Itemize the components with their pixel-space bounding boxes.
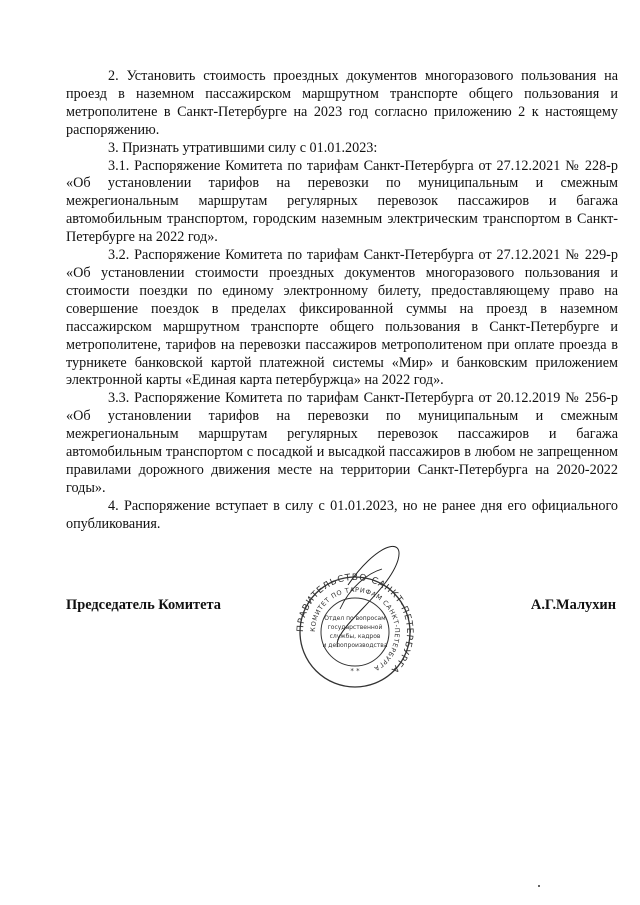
paragraph-3-1: 3.1. Распоряжение Комитета по тарифам Санкт-Петербурга от 27.12.2021 № 228-р «Об установлении тарифов на перевозки по муниципальным и смежным межрегиональным маршрутам регулярных перевозок пассажиров и багажа автомобильным транспортом, городским наземным электрическим транспортом в Санкт-Петербурге на 2022 год». <box>66 157 618 246</box>
signatory-title: Председатель Комитета <box>66 597 221 613</box>
page-mark <box>538 885 540 887</box>
paragraph-3-2: 3.2. Распоряжение Комитета по тарифам Санкт-Петербурга от 27.12.2021 № 229-р «Об установлении стоимости проездных документов многоразового пользования и стоимости поездки по единому электронному билету, предоставляющему право на совершение поездок в пределах фиксированной суммы на проезд в наземном пассажирском маршрутном транспорте общего пользования в Санкт-Петербурге и метрополитене, тарифов на перевозки пассажиров метрополитеном при оплате проезда в турникете банковской картой платежной системы «Мир» и банковским приложением электронной карты «Единая карта петербуржца» на 2022 год». <box>66 247 618 389</box>
seal-center-line-2: государственной <box>327 624 383 631</box>
paragraph-4: 4. Распоряжение вступает в силу с 01.01.2023, но не ранее дня его официального опубликования. <box>66 497 618 532</box>
seal-star-icon: * * <box>350 667 360 675</box>
seal-stamp-icon <box>280 525 430 690</box>
seal-center-line-1: Отдел по вопросам <box>324 615 386 622</box>
paragraph-3-3: 3.3. Распоряжение Комитета по тарифам Санкт-Петербурга от 20.12.2019 № 256-р «Об установлении тарифов на перевозки по муниципальным и смежным межрегиональным маршрутам регулярных перевозок пассажиров и багажа автомобильным транспортом с посадкой и высадкой пассажиров в любом не запрещенном правилами дорожного движения месте на территории Санкт-Петербурга на 2020-2022 годы». <box>66 390 618 496</box>
seal-inner-text: КОМИТЕТ ПО ТАРИФАМ САНКТ-ПЕТЕРБУРГА <box>308 585 402 673</box>
official-seal <box>280 525 430 690</box>
document-body <box>66 68 618 534</box>
paragraph-2: 2. Установить стоимость проездных документов многоразового пользования на проезд в наземном пассажирском маршрутном транспорте общего пользования и метрополитене в Санкт-Петербурге на 2023 год согласно приложению 2 к настоящему распоряжению. <box>66 68 618 138</box>
seal-center-line-3: службы, кадров <box>329 633 381 640</box>
signatory-name: А.Г.Малухин <box>530 597 616 613</box>
seal-center-line-4: и делопроизводства <box>322 642 388 649</box>
seal-outer-text: ПРАВИТЕЛЬСТВО САНКТ-ПЕТЕРБУРГА <box>295 572 415 675</box>
paragraph-3: 3. Признать утратившими силу с 01.01.2023: <box>108 139 378 156</box>
